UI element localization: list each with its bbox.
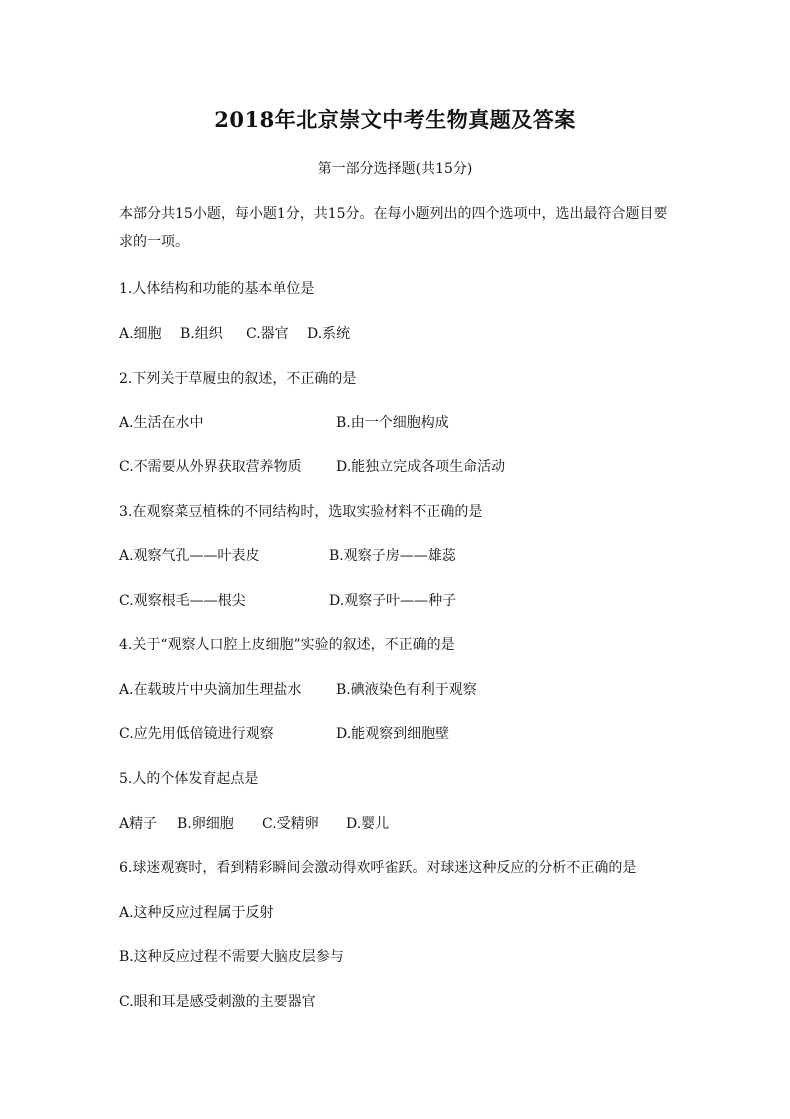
question-4-option-b: B.碘液染色有利于观察: [336, 682, 477, 698]
question-2-option-b: B.由一个细胞构成: [336, 415, 449, 431]
question-1-option-d: D.系统: [307, 326, 351, 342]
question-5-stem: 5.人的个体发育起点是: [119, 771, 259, 787]
question-2-option-c: C.不需要从外界获取营养物质: [119, 459, 302, 475]
question-6-option-c: C.眼和耳是感受刺激的主要器官: [119, 994, 316, 1010]
question-5-option-a: A精子: [119, 816, 158, 832]
document-title: 2018年北京崇文中考生物真题及答案: [214, 107, 576, 132]
question-4-option-d: D.能观察到细胞壁: [336, 726, 450, 742]
question-2-stem: 2.下列关于草履虫的叙述，不正确的是: [119, 371, 357, 387]
question-5-option-d: D.婴儿: [346, 816, 390, 832]
question-1-option-c: C.器官: [246, 326, 289, 342]
question-3-option-c: C.观察根毛——根尖: [119, 593, 246, 609]
question-1-stem: 1.人体结构和功能的基本单位是: [119, 281, 315, 297]
question-2-option-d: D.能独立完成各项生命活动: [336, 459, 506, 475]
question-1-option-a: A.细胞: [119, 326, 162, 342]
question-1-option-b: B.组织: [180, 326, 223, 342]
section-heading: 第一部分选择题(共15分): [317, 161, 473, 177]
question-6-option-b: B.这种反应过程不需要大脑皮层参与: [119, 949, 344, 965]
question-3-stem: 3.在观察菜豆植株的不同结构时，选取实验材料不正确的是: [119, 504, 483, 520]
question-4-option-c: C.应先用低倍镜进行观察: [119, 726, 274, 742]
question-3-option-b: B.观察子房——雄蕊: [329, 548, 456, 564]
question-5-option-b: B.卵细胞: [177, 816, 234, 832]
question-6-stem: 6.球迷观赛时，看到精彩瞬间会激动得欢呼雀跃。对球迷这种反应的分析不正确的是: [119, 860, 637, 876]
section-instructions: 本部分共15小题，每小题1分，共15分。在每小题列出的四个选项中，选出最符合题目要求的一项。: [119, 206, 668, 250]
question-6-option-a: A.这种反应过程属于反射: [119, 905, 274, 921]
question-3-option-d: D.观察子叶——种子: [329, 593, 457, 609]
question-4-stem: 4.关于“观察人口腔上皮细胞”实验的叙述，不正确的是: [119, 637, 455, 653]
question-3-option-a: A.观察气孔——叶表皮: [119, 548, 260, 564]
question-5-option-c: C.受精卵: [262, 816, 319, 832]
question-4-option-a: A.在载玻片中央滴加生理盐水: [119, 682, 302, 698]
question-2-option-a: A.生活在水中: [119, 415, 204, 431]
